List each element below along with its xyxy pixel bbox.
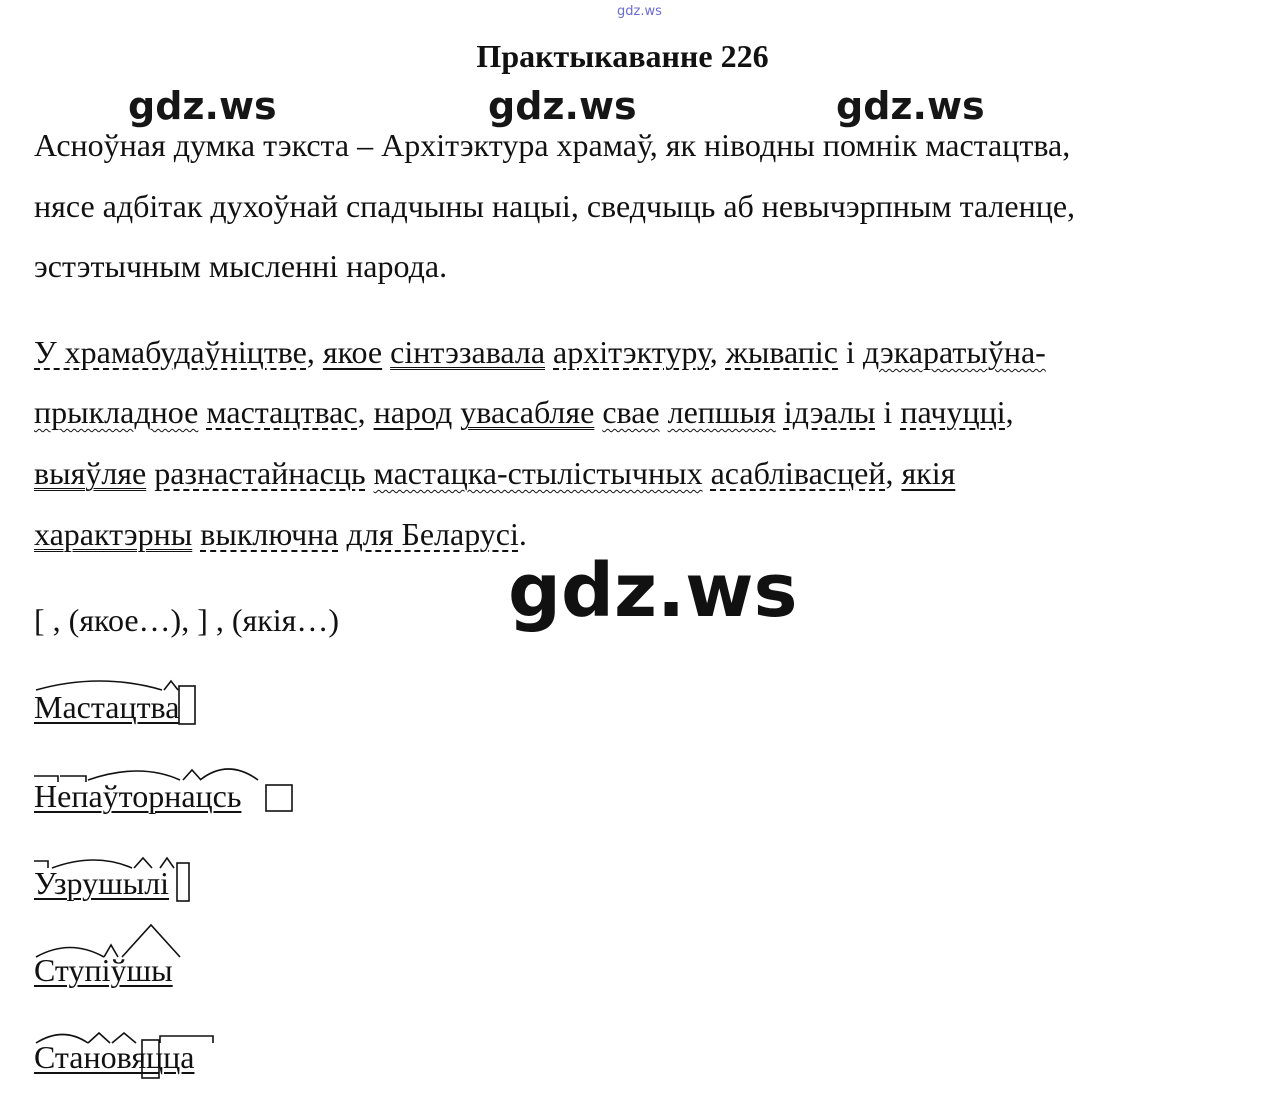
subject-word: якое — [322, 334, 383, 370]
attribute-word: дэкаратыўна- — [862, 334, 1046, 370]
sentence-line-2 — [34, 394, 1014, 431]
main-idea-line: нясе адбітак духоўнай спадчыны нацыі, сведчыць аб невычэрпным таленце, — [34, 188, 1076, 224]
adverbial-modifier: У храмабудаўніцтве — [34, 334, 307, 370]
punctuation: , — [357, 394, 374, 430]
ending-box — [179, 686, 195, 724]
morpheme-word: Мастацтва — [34, 689, 180, 725]
watermark-text: gdz.ws — [128, 84, 277, 128]
predicate-word: сінтэзавала — [390, 334, 546, 370]
main-idea-line: Асноўная думка тэкста – Архітэктура храмаў, як ніводны помнік мастацтва, — [34, 127, 1071, 163]
punctuation: , — [306, 334, 323, 370]
watermark-top-link[interactable]: gdz.ws — [617, 4, 662, 19]
punctuation: , — [885, 455, 902, 491]
object-word: жывапіс — [725, 334, 838, 370]
subject-word: якія — [901, 455, 956, 491]
space — [660, 394, 668, 430]
morpheme-word: Становяцца — [34, 1039, 195, 1075]
punctuation: . — [518, 516, 527, 552]
attribute-word: прыкладное — [34, 394, 199, 430]
punctuation: , — [1005, 394, 1014, 430]
sentence-line-4 — [34, 516, 527, 553]
page-title: Практыкаванне 226 — [476, 38, 769, 74]
morpheme-word: Узрушылі — [34, 865, 170, 901]
attribute-word: лепшыя — [667, 394, 776, 430]
ending-box — [266, 785, 292, 811]
adverbial-modifier: выключна — [200, 516, 339, 552]
conjunction: і — [838, 334, 863, 370]
watermark-text: gdz.ws — [488, 84, 637, 128]
predicate-word: выяўляе — [34, 455, 147, 491]
space — [703, 455, 711, 491]
object-word: ідэалы — [783, 394, 876, 430]
sentence-line-3 — [34, 455, 955, 492]
sentence-line-1 — [34, 334, 1046, 371]
sentence-scheme: [ , (якое…), ] , (якія…) — [34, 602, 340, 638]
object-word: архітэктуру — [553, 334, 710, 370]
space — [382, 334, 390, 370]
morpheme-word: Непаўторнацсь — [34, 778, 242, 814]
object-word: мастацтвас — [206, 394, 358, 430]
ending-box — [177, 863, 189, 901]
object-word: разнастайнасць — [154, 455, 366, 491]
morpheme-word: Ступіўшы — [34, 952, 173, 988]
watermark-large: gdz.ws — [508, 548, 798, 634]
main-idea-line: эстэтычным мысленні народа. — [34, 248, 448, 284]
punctuation: , — [709, 334, 726, 370]
adverbial-modifier: для Беларусі — [346, 516, 519, 552]
predicate-word: увасабляе — [460, 394, 595, 430]
space — [545, 334, 553, 370]
subject-word: народ — [373, 394, 453, 430]
object-word: пачуцці — [900, 394, 1006, 430]
object-word: асаблівасцей — [710, 455, 886, 491]
space — [366, 455, 374, 491]
attribute-word: свае — [602, 394, 660, 430]
attribute-word: мастацка-стылістычных — [373, 455, 703, 491]
space — [776, 394, 784, 430]
conjunction: і — [875, 394, 901, 430]
predicate-word: характэрны — [34, 516, 193, 552]
watermark-text: gdz.ws — [836, 84, 985, 128]
